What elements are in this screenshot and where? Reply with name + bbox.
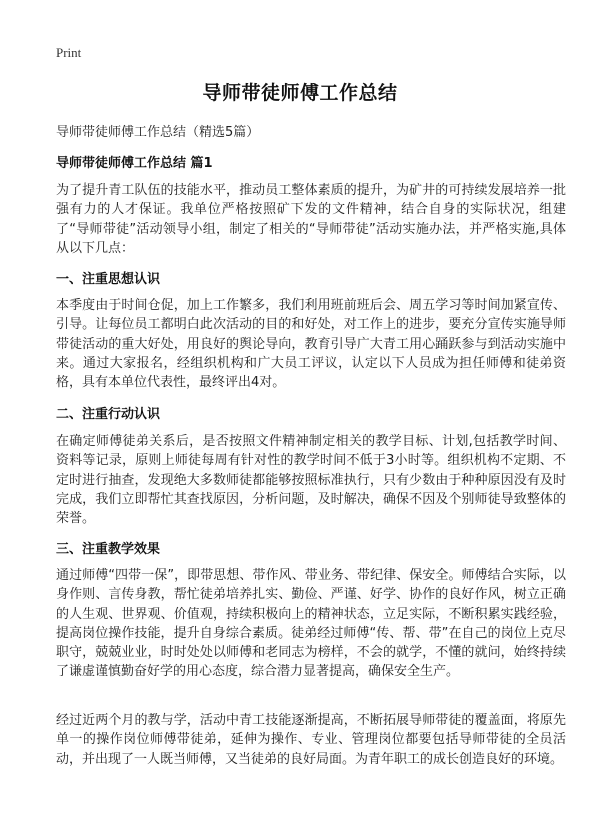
section-heading-effect: 三、注重教学效果 [56,542,161,557]
section-body-action: 在确定师傅徒弟关系后，是否按照文件精神制定相关的教学目标、计划,包括教学时间、资料等记录，原则上师徒每周有针对性的教学时间不低于3小时等。组织机构不定期、不定时进行抽查，发现绝大多数师徒都能够按照标准执行，只有少数由于种种原因没有及时完成，我们立即帮忙其查找原因，分析问题，及时解决，确保不因及个别师徒导致整体的荣誉。 [56,434,566,527]
section-heading-thought: 一、注重思想认识 [56,272,161,287]
section-body-thought: 本季度由于时间仓促，加上工作繁多，我们利用班前班后会、周五学习等时间加紧宣传、引导。让每位员工都明白此次活动的目的和好处，对工作上的进步，要充分宣传实施导师带徒活动的重大好处，用良好的舆论导向，教育引导广大青工用心踊跃参与到活动实施中来。通过大家报名，经组织机构和广大员工评议，认定以下人员成为担任师傅和徒弟资格，具有本单位代表性，最终评出4对。 [56,298,566,391]
intro-paragraph: 为了提升青工队伍的技能水平，推动员工整体素质的提升，为矿井的可持续发展培养一批强有力的人才保证。我单位严格按照矿下发的文件精神，结合自身的实际状况，组建了“导师带徒”活动领导小组，制定了相关的“导师带徒”活动实施办法，并严格实施,具体从以下几点： [56,183,566,256]
print-label: Print [56,45,82,60]
article-heading: 导师带徒师傅工作总结 篇1 [56,156,213,171]
document-subtitle: 导师带徒师傅工作总结（精选5篇） [56,125,260,140]
section-body-effect: 通过师傅“四带一保”，即带思想、带作风、带业务、带纪律、保安全。师傅结合实际，以身作则、言传身教，帮忙徒弟培养扎实、勤俭、严谨、好学、协作的良好作风，树立正确的人生观、世界观、价值观，持续积极向上的精神状态，立足实际，不断积累实践经验，提高岗位操作技能，提升自身综合素质。徒弟经过师傅“传、帮、带”在自己的岗位上克尽职守，兢兢业业，时时处处以师傅和老同志为榜样，不会的就学，不懂的就问，始终持续了谦虚谨慎勤奋好学的用心态度，综合潜力显著提高，确保安全生产。 [56,568,566,680]
page-title: 导师带徒师傅工作总结 [202,82,398,104]
section-heading-action: 二、注重行动认识 [56,407,161,422]
closing-paragraph: 经过近两个月的教与学，活动中青工技能逐渐提高，不断拓展导师带徒的覆盖面，将原先单一的操作岗位师傅带徒弟，延伸为操作、专业、管理岗位都要包括导师带徒的全员活动，并出现了一人既当师傅，又当徒弟的良好局面。为青年职工的成长创造良好的环境。 [56,713,566,767]
